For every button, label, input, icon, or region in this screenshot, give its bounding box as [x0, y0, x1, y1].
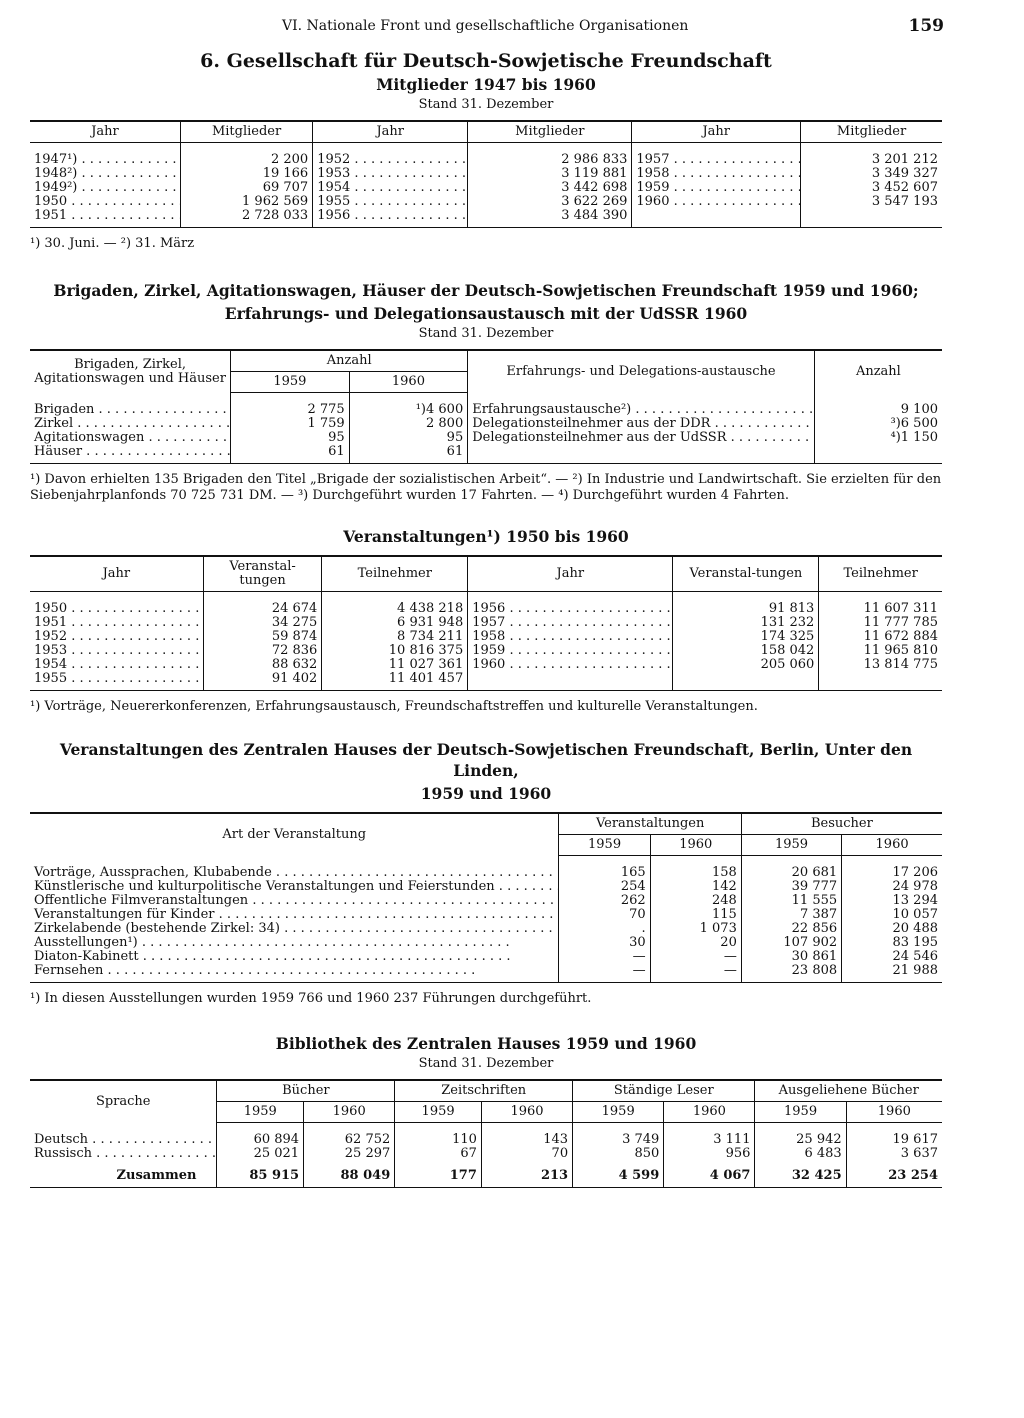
year-cell — [468, 592, 673, 617]
events-1960-cell: — — [650, 964, 741, 983]
event-type-cell-text: Diaton-Kabinett — [34, 950, 139, 964]
library-table — [30, 1079, 942, 1188]
events-row — [30, 672, 942, 691]
year-cell — [313, 181, 468, 195]
members-row — [30, 209, 942, 228]
events-1959-cell: 262 — [559, 894, 650, 908]
participants-cell: 11 777 785 — [819, 616, 942, 630]
participants-cell — [819, 672, 942, 691]
count-1960-cell: 95 — [349, 431, 468, 445]
total-value-cell: 177 — [395, 1161, 482, 1188]
events-cell: 72 836 — [203, 644, 322, 658]
library-value-cell: 70 — [481, 1147, 572, 1161]
library-value-cell: 3 749 — [573, 1123, 664, 1148]
year-cell-text: 1958 — [636, 167, 670, 181]
members-cell: 3 622 269 — [468, 195, 632, 209]
events-cell: 205 060 — [673, 658, 819, 672]
events-cell: 88 632 — [203, 658, 322, 672]
col-1959: 1959 — [559, 835, 650, 856]
col-journals: Zeitschriften — [395, 1080, 573, 1102]
year-cell-text: 1955 — [34, 672, 68, 686]
events-row — [30, 658, 942, 672]
house-events-row — [30, 936, 942, 950]
events-1959-cell: — — [559, 964, 650, 983]
category-cell — [30, 393, 231, 418]
col-lang: Sprache — [95, 1093, 151, 1109]
year-cell-text: 1950 — [34, 601, 68, 616]
col-1959: 1959 — [573, 1102, 664, 1123]
year-cell-text: 1948²) — [34, 167, 78, 181]
year-cell — [468, 616, 673, 630]
participants-cell: 4 438 218 — [322, 592, 468, 617]
brigades-title-1: Brigaden, Zirkel, Agitationswagen, Häuser der Deutsch-Sowjetischen Freundschaft 1959 und 1960; — [53, 281, 919, 300]
participants-cell: 11 607 311 — [819, 592, 942, 617]
total-label: Zusammen — [116, 1168, 197, 1183]
col-members: Mitglieder — [801, 121, 942, 143]
year-cell — [30, 167, 180, 181]
count-1960-cell: 61 — [349, 445, 468, 464]
year-cell — [30, 672, 203, 691]
col-visitors: Besucher — [741, 813, 942, 835]
events-cell: 59 874 — [203, 630, 322, 644]
library-value-cell: 25 942 — [755, 1123, 846, 1148]
events-1960-cell: 1 073 — [650, 922, 741, 936]
col-1960: 1960 — [481, 1102, 572, 1123]
year-cell-text: 1955 — [317, 195, 351, 209]
exchange-cell-text: Delegationsteilnehmer aus der DDR — [472, 417, 711, 431]
year-cell — [30, 209, 180, 228]
members-cell: 3 547 193 — [801, 195, 942, 209]
brigades-footnote: ¹) Davon erhielten 135 Brigaden den Titel „Brigade der sozialistischen Arbeit“. — ²) In Industrie und Landwirtschaft. Sie erzielten für den Siebenjahrplanfonds 70 725 731 DM. — ³) Durchgeführt wurden 17 Fahrten. — ⁴) Durchgeführt wurden 4 Fahrten. — [30, 472, 942, 503]
event-type-cell — [30, 908, 559, 922]
visitors-1960-cell: 21 988 — [842, 964, 942, 983]
brigades-row — [30, 445, 942, 464]
library-value-cell: 25 021 — [217, 1147, 304, 1161]
events-1959-cell: — — [559, 950, 650, 964]
col-members: Mitglieder — [468, 121, 632, 143]
main-title: 6. Gesellschaft für Deutsch-Sowjetische Freundschaft — [200, 50, 772, 72]
col-exchange: Erfahrungs- und Delegations-austausche — [468, 350, 815, 393]
participants-cell: 11 401 457 — [322, 672, 468, 691]
events-1960-cell: 248 — [650, 894, 741, 908]
members-cell: 3 119 881 — [468, 167, 632, 181]
total-value-cell: 213 — [481, 1161, 572, 1188]
library-value-cell: 60 894 — [217, 1123, 304, 1148]
visitors-1959-cell: 11 555 — [741, 894, 841, 908]
visitors-1959-cell: 30 861 — [741, 950, 841, 964]
library-value-cell: 67 — [395, 1147, 482, 1161]
year-cell — [468, 630, 673, 644]
library-value-cell: 19 617 — [846, 1123, 942, 1148]
events-1960-cell: 115 — [650, 908, 741, 922]
col-anzahl: Anzahl — [231, 350, 468, 372]
brigades-table — [30, 349, 942, 464]
col-year: Jahr — [468, 556, 673, 592]
col-art: Art der Veranstaltung — [222, 826, 367, 842]
col-1959: 1959 — [741, 835, 841, 856]
events-1959-cell: 30 — [559, 936, 650, 950]
participants-cell: 8 734 211 — [322, 630, 468, 644]
year-cell-text: 1951 — [34, 209, 68, 223]
exchange-cell — [468, 417, 815, 431]
exchange-cell-text: Erfahrungsaustausche²) — [472, 401, 632, 417]
library-total-row — [30, 1161, 942, 1188]
year-cell — [468, 672, 673, 691]
year-cell-text: 1954 — [34, 658, 68, 672]
members-cell: 69 707 — [180, 181, 312, 195]
events-cell — [673, 672, 819, 691]
col-readers: Ständige Leser — [573, 1080, 755, 1102]
total-value-cell: 85 915 — [217, 1161, 304, 1188]
year-cell — [313, 143, 468, 168]
exchange-cell — [468, 393, 815, 418]
members-subtitle: Mitglieder 1947 bis 1960 — [376, 75, 596, 94]
members-row — [30, 195, 942, 209]
year-cell — [313, 195, 468, 209]
members-cell: 3 201 212 — [801, 143, 942, 168]
col-1960: 1960 — [650, 835, 741, 856]
year-cell — [30, 644, 203, 658]
category-cell-text: Häuser — [34, 445, 83, 459]
visitors-1960-cell: 24 546 — [842, 950, 942, 964]
brigades-row — [30, 393, 942, 418]
year-cell — [30, 195, 180, 209]
exchange-count-cell: 9 100 — [814, 393, 942, 418]
house-events-row — [30, 880, 942, 894]
count-1960-cell: ¹)4 600 — [349, 393, 468, 418]
events-cell: 174 325 — [673, 630, 819, 644]
page-number: 159 — [908, 16, 944, 36]
exchange-cell-text: Delegationsteilnehmer aus der UdSSR — [472, 431, 727, 445]
events-cell: 91 813 — [673, 592, 819, 617]
total-value-cell: 4 599 — [573, 1161, 664, 1188]
year-cell-text: 1953 — [34, 644, 68, 658]
members-row — [30, 167, 942, 181]
members-cell: 2 728 033 — [180, 209, 312, 228]
col-participants: Teilnehmer — [322, 556, 468, 592]
year-cell-text: 1959 — [472, 644, 506, 658]
members-cell: 2 200 — [180, 143, 312, 168]
total-value-cell: 4 067 — [664, 1161, 755, 1188]
events-footnote: ¹) Vorträge, Neuererkonferenzen, Erfahrungsaustausch, Freundschaftstreffen und kulturelle Veranstaltungen. — [30, 699, 758, 714]
col-brigades: Brigaden, Zirkel, Agitationswagen und Häuser — [34, 356, 226, 386]
house-events-row — [30, 922, 942, 936]
year-cell — [30, 616, 203, 630]
visitors-1959-cell: 20 681 — [741, 856, 841, 881]
event-type-cell-text: Fernsehen — [34, 964, 104, 978]
participants-cell: 6 931 948 — [322, 616, 468, 630]
category-cell-text: Brigaden — [34, 401, 95, 417]
events-cell: 158 042 — [673, 644, 819, 658]
col-year: Jahr — [313, 121, 468, 143]
year-cell-text: 1957 — [636, 152, 670, 167]
events-1959-cell: . — [559, 922, 650, 936]
count-1959-cell: 2 775 — [231, 393, 350, 418]
col-loans: Ausgeliehene Bücher — [755, 1080, 942, 1102]
exchange-cell — [468, 445, 815, 464]
year-cell-text: 1954 — [317, 181, 351, 195]
col-members: Mitglieder — [180, 121, 312, 143]
col-year: Jahr — [30, 121, 180, 143]
year-cell — [30, 592, 203, 617]
col-1959: 1959 — [755, 1102, 846, 1123]
house-events-table — [30, 812, 942, 983]
year-cell — [632, 143, 801, 168]
count-1959-cell: 1 759 — [231, 417, 350, 431]
house-footnote: ¹) In diesen Ausstellungen wurden 1959 766 und 1960 237 Führungen durchgeführt. — [30, 991, 592, 1006]
year-cell — [313, 167, 468, 181]
col-1960: 1960 — [846, 1102, 942, 1123]
exchange-cell — [468, 431, 815, 445]
event-type-cell-text: Vorträge, Aussprachen, Klubabende — [34, 864, 272, 880]
events-cell: 91 402 — [203, 672, 322, 691]
house-events-row — [30, 950, 942, 964]
library-row — [30, 1147, 942, 1161]
year-cell — [632, 195, 801, 209]
visitors-1960-cell: 10 057 — [842, 908, 942, 922]
year-cell — [30, 630, 203, 644]
year-cell-text: 1951 — [34, 616, 68, 630]
col-1960: 1960 — [304, 1102, 395, 1123]
events-row — [30, 592, 942, 617]
year-cell-text: 1956 — [317, 209, 351, 223]
event-type-cell-text: Zirkelabende (bestehende Zirkel: 34) — [34, 922, 280, 936]
library-value-cell: 956 — [664, 1147, 755, 1161]
language-cell — [30, 1123, 217, 1148]
visitors-1960-cell: 17 206 — [842, 856, 942, 881]
events-row — [30, 630, 942, 644]
events-table — [30, 555, 942, 691]
events-1960-cell: 142 — [650, 880, 741, 894]
year-cell-text: 1960 — [472, 658, 506, 672]
category-cell-text: Zirkel — [34, 417, 74, 431]
members-cell: 3 452 607 — [801, 181, 942, 195]
total-value-cell: 23 254 — [846, 1161, 942, 1188]
visitors-1960-cell: 13 294 — [842, 894, 942, 908]
members-footnote: ¹) 30. Juni. — ²) 31. März — [30, 236, 195, 251]
language-cell-text: Deutsch — [34, 1131, 89, 1147]
members-cell — [801, 209, 942, 228]
library-value-cell: 850 — [573, 1147, 664, 1161]
col-books: Bücher — [217, 1080, 395, 1102]
year-cell-text: 1959 — [636, 181, 670, 195]
visitors-1960-cell: 20 488 — [842, 922, 942, 936]
total-value-cell: 88 049 — [304, 1161, 395, 1188]
year-cell — [632, 167, 801, 181]
col-1960: 1960 — [349, 372, 468, 393]
library-value-cell: 3 637 — [846, 1147, 942, 1161]
event-type-cell-text: Öffentliche Filmveranstaltungen — [34, 894, 249, 908]
brigades-title-2: Erfahrungs- und Delegationsaustausch mit der UdSSR 1960 — [224, 304, 748, 323]
library-value-cell: 110 — [395, 1123, 482, 1148]
library-stand: Stand 31. Dezember — [418, 1056, 554, 1071]
col-1959: 1959 — [231, 372, 350, 393]
exchange-count-cell — [814, 445, 942, 464]
year-cell — [468, 658, 673, 672]
library-value-cell: 143 — [481, 1123, 572, 1148]
visitors-1960-cell: 24 978 — [842, 880, 942, 894]
event-type-cell-text: Ausstellungen¹) — [34, 936, 138, 950]
category-cell — [30, 431, 231, 445]
visitors-1959-cell: 107 902 — [741, 936, 841, 950]
participants-cell: 11 965 810 — [819, 644, 942, 658]
event-type-cell — [30, 922, 559, 936]
year-cell-text: 1952 — [34, 630, 68, 644]
brigades-row — [30, 417, 942, 431]
events-1959-cell: 70 — [559, 908, 650, 922]
events-1960-cell: 20 — [650, 936, 741, 950]
visitors-1960-cell: 83 195 — [842, 936, 942, 950]
year-cell — [632, 209, 801, 228]
members-cell: 1 962 569 — [180, 195, 312, 209]
events-cell: 24 674 — [203, 592, 322, 617]
events-cell: 34 275 — [203, 616, 322, 630]
library-row — [30, 1123, 942, 1148]
visitors-1959-cell: 22 856 — [741, 922, 841, 936]
members-cell: 3 484 390 — [468, 209, 632, 228]
participants-cell: 13 814 775 — [819, 658, 942, 672]
event-type-cell-text: Künstlerische und kulturpolitische Veranstaltungen und Feierstunden — [34, 880, 495, 894]
events-cell: 131 232 — [673, 616, 819, 630]
year-cell-text: 1949²) — [34, 181, 78, 195]
col-1959: 1959 — [395, 1102, 482, 1123]
count-1959-cell: 61 — [231, 445, 350, 464]
visitors-1959-cell: 23 808 — [741, 964, 841, 983]
year-cell-text: 1953 — [317, 167, 351, 181]
events-1959-cell: 254 — [559, 880, 650, 894]
event-type-cell — [30, 880, 559, 894]
event-type-cell-text: Veranstaltungen für Kinder — [34, 908, 215, 922]
members-stand: Stand 31. Dezember — [418, 97, 554, 112]
total-value-cell: 32 425 — [755, 1161, 846, 1188]
library-value-cell: 6 483 — [755, 1147, 846, 1161]
house-events-row — [30, 894, 942, 908]
members-cell: 19 166 — [180, 167, 312, 181]
col-year: Jahr — [632, 121, 801, 143]
house-events-row — [30, 856, 942, 881]
members-cell: 3 349 327 — [801, 167, 942, 181]
year-cell — [313, 209, 468, 228]
col-1960: 1960 — [842, 835, 942, 856]
count-1959-cell: 95 — [231, 431, 350, 445]
year-cell — [468, 644, 673, 658]
members-row — [30, 143, 942, 168]
participants-cell: 11 027 361 — [322, 658, 468, 672]
year-cell-text: 1958 — [472, 630, 506, 644]
events-1960-cell: — — [650, 950, 741, 964]
exchange-count-cell: ³)6 500 — [814, 417, 942, 431]
event-type-cell — [30, 936, 559, 950]
language-cell — [30, 1147, 217, 1161]
col-1960: 1960 — [664, 1102, 755, 1123]
language-cell-text: Russisch — [34, 1147, 92, 1161]
event-type-cell — [30, 894, 559, 908]
members-row — [30, 181, 942, 195]
col-events: Veranstaltungen — [559, 813, 741, 835]
year-cell — [30, 143, 180, 168]
events-title: Veranstaltungen¹) 1950 bis 1960 — [343, 527, 629, 546]
event-type-cell — [30, 950, 559, 964]
page — [30, 18, 942, 1188]
brigades-stand: Stand 31. Dezember — [418, 326, 554, 341]
event-type-cell — [30, 856, 559, 881]
col-1959: 1959 — [217, 1102, 304, 1123]
col-year: Jahr — [30, 556, 203, 592]
library-title: Bibliothek des Zentralen Hauses 1959 und 1960 — [275, 1034, 697, 1053]
visitors-1959-cell: 39 777 — [741, 880, 841, 894]
library-value-cell: 62 752 — [304, 1123, 395, 1148]
year-cell-text: 1950 — [34, 195, 68, 209]
col-participants: Teilnehmer — [819, 556, 942, 592]
running-header — [30, 18, 942, 44]
library-value-cell: 25 297 — [304, 1147, 395, 1161]
col-events: Veranstal-tungen — [203, 556, 322, 592]
year-cell-text: 1957 — [472, 616, 506, 630]
col-events: Veranstal-tungen — [673, 556, 819, 592]
year-cell-text: 1960 — [636, 195, 670, 209]
members-table — [30, 120, 942, 228]
exchange-count-cell: ⁴)1 150 — [814, 431, 942, 445]
events-row — [30, 616, 942, 630]
visitors-1959-cell: 7 387 — [741, 908, 841, 922]
members-cell: 2 986 833 — [468, 143, 632, 168]
year-cell-text: 1952 — [317, 152, 351, 167]
house-events-row — [30, 908, 942, 922]
year-cell — [632, 181, 801, 195]
category-cell — [30, 445, 231, 464]
events-row — [30, 644, 942, 658]
brigades-row — [30, 431, 942, 445]
col-anzahl-2: Anzahl — [814, 350, 942, 393]
section-title: VI. Nationale Front und gesellschaftliche Organisationen — [282, 18, 689, 34]
category-cell-text: Agitationswagen — [34, 431, 145, 445]
members-cell: 3 442 698 — [468, 181, 632, 195]
participants-cell: 10 816 375 — [322, 644, 468, 658]
house-title-2: 1959 und 1960 — [420, 784, 552, 803]
year-cell — [30, 658, 203, 672]
count-1960-cell: 2 800 — [349, 417, 468, 431]
library-value-cell: 3 111 — [664, 1123, 755, 1148]
house-title-1: Veranstaltungen des Zentralen Hauses der Deutsch-Sowjetischen Freundschaft, Berlin, Unter den Linden, — [59, 740, 913, 780]
category-cell — [30, 417, 231, 431]
events-1960-cell: 158 — [650, 856, 741, 881]
event-type-cell — [30, 964, 559, 983]
participants-cell: 11 672 884 — [819, 630, 942, 644]
house-events-row — [30, 964, 942, 983]
year-cell-text: 1947¹) — [34, 152, 78, 167]
events-1959-cell: 165 — [559, 856, 650, 881]
year-cell — [30, 181, 180, 195]
year-cell-text: 1956 — [472, 601, 506, 616]
